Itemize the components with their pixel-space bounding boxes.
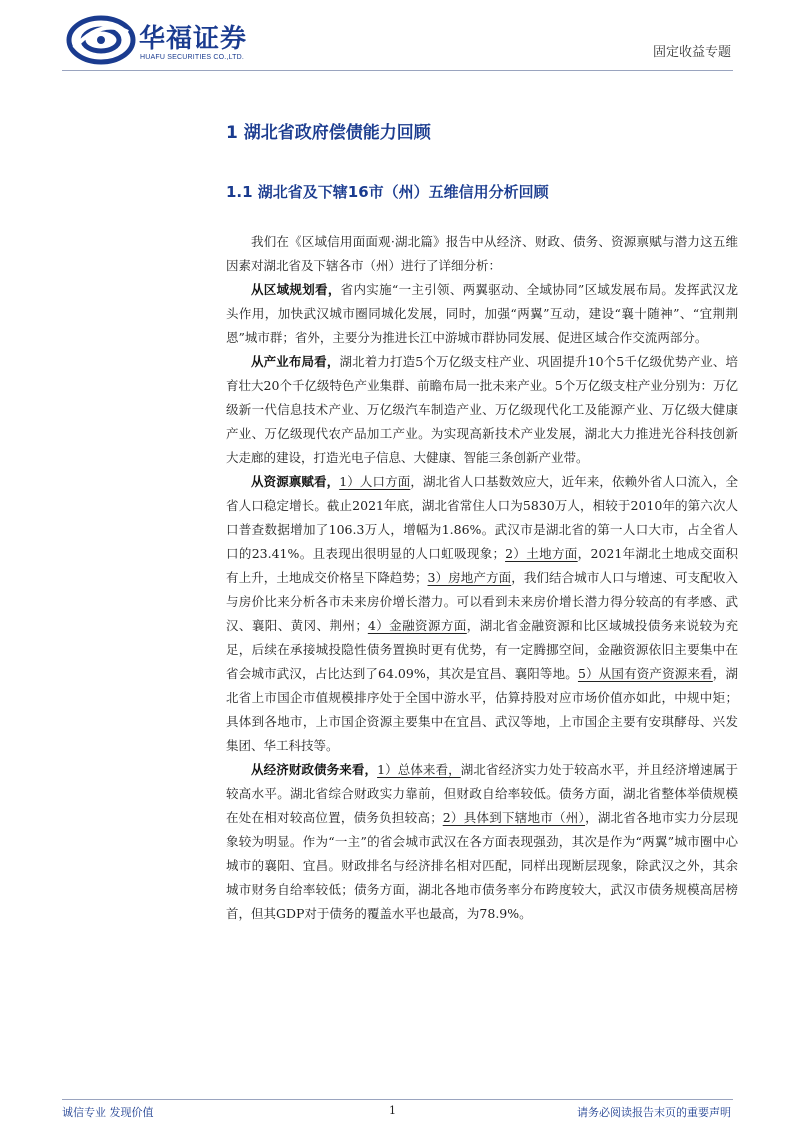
paragraph-resource-endowment <box>226 470 738 758</box>
text-regional-planning: 省内实施“一主引领、两翼驱动、全域协同”区域发展布局。发挥武汉龙头作用，加快武汉城市圈同城化发展，同时，加强“两翼”互动，建设“襄十随神”、“宜荆荆恩”城市群；省外，主要分为推进长江中游城市群协同发展、促进区域合作交流两部分。 <box>226 282 738 345</box>
lead-economy-fiscal-debt: 从经济财政债务来看， <box>251 762 378 777</box>
lead-industry-layout: 从产业布局看， <box>251 354 340 369</box>
header-divider <box>62 70 733 71</box>
underline-state-assets: 5）从国有资产资源来看 <box>577 666 713 681</box>
body-text <box>226 230 738 926</box>
text-real-estate: ，我们结合城市人口与增速、可支配收入与房价比来分析各市未来房价增长潜力。可以看到未来房价增长潜力得分较高的有孝感、武汉、襄阳、黄冈、荆州； <box>226 570 738 633</box>
page-header <box>0 0 793 80</box>
text-land: ，2021年湖北土地成交面积有上升，土地成交价格呈下降趋势； <box>226 546 739 585</box>
brand-name-en: HUAFU SECURITIES CO.,LTD. <box>140 54 245 61</box>
underline-real-estate: 3）房地产方面 <box>427 570 512 585</box>
page-number: 1 <box>389 1104 396 1117</box>
huafu-logo-icon <box>66 14 136 66</box>
underline-financial-resources: 4）金融资源方面 <box>367 618 467 633</box>
lead-resource-endowment: 从资源禀赋看， <box>251 474 340 489</box>
footer-disclaimer: 请务必阅读报告末页的重要声明 <box>577 1106 731 1119</box>
underline-overall: 1）总体来看， <box>377 762 461 777</box>
paragraph-industry-layout <box>226 350 738 470</box>
lead-regional-planning: 从区域规划看， <box>251 282 341 297</box>
text-industry-layout: 湖北着力打造5个万亿级支柱产业、巩固提升10个5千亿级优势产业、培育壮大20个千亿级特色产业集群、前瞻布局一批未来产业。5个万亿级支柱产业分别为：万亿级新一代信息技术产业、万亿级汽车制造产业、万亿级现代化工及能源产业、万亿级大健康产业、万亿级现代农产品加工产业。为实现高新技术产业发展，湖北大力推进光谷科技创新大走廊的建设，打造光电子信息、大健康、智能三条创新产业带。 <box>226 354 738 465</box>
paragraph-regional-planning <box>226 278 738 350</box>
report-type-label: 固定收益专题 <box>652 45 731 60</box>
footer-divider <box>62 1099 733 1100</box>
footer-slogan: 诚信专业 发现价值 <box>62 1106 154 1119</box>
text-subordinate-cities: ，湖北省各地市实力分层现象较为明显。作为“一主”的省会城市武汉在各方面表现强劲，其次是作为“两翼”城市圈中心城市的襄阳、宜昌。财政排名与经济排名相对匹配，同样出现断层现象，除武汉之外，其余城市财务自给率较低；债务方面，湖北各地市债务率分布跨度较大，武汉市债务规模高居榜首，但其GDP对于债务的覆盖水平也最高，为78.9%。 <box>226 810 738 921</box>
underline-population: 1）人口方面 <box>339 474 411 489</box>
text-financial-resources: ，湖北省金融资源和比区域城投债务来说较为充足，后续在承接城投隐性债务置换时更有优势，有一定腾挪空间，金融资源依旧主要集中在省会城市武汉，占比达到了64.09%，其次是宜昌、襄阳等地。 <box>226 618 738 681</box>
brand-name-cn: 华福证券 <box>139 24 248 54</box>
underline-land: 2）土地方面 <box>505 546 578 561</box>
underline-subordinate-cities: 2）具体到下辖地市（州） <box>442 810 586 825</box>
text-overall: 湖北省经济实力处于较高水平，并且经济增速属于较高水平。湖北省综合财政实力靠前，但财政自给率较低。债务方面，湖北省整体举债规模在处在相对较高位置，债务负担较高； <box>226 762 738 825</box>
text-state-assets: ，湖北省上市国企市值规模排序处于全国中游水平，估算持股对应市场价值亦如此，中规中矩；具体到各地市，上市国企资源主要集中在宜昌、武汉等地，上市国企主要有安琪酵母、兴发集团、华工科技等。 <box>226 666 738 753</box>
paragraph-intro: 我们在《区域信用面面观·湖北篇》报告中从经济、财政、债务、资源禀赋与潜力这五维因素对湖北省及下辖各市（州）进行了详细分析： <box>226 234 738 273</box>
paragraph-economy-fiscal-debt <box>226 758 738 926</box>
section-heading-1: 1 湖北省政府偿债能力回顾 <box>226 123 431 143</box>
section-heading-1-1: 1.1 湖北省及下辖16市（州）五维信用分析回顾 <box>226 183 549 201</box>
text-population: ，湖北省人口基数效应大，近年来，依赖外省人口流入，全省人口稳定增长。截止2021年底，湖北省常住人口为5830万人，相较于2010年的第六次人口普查数据增加了106.3万人，增幅为1.86%。武汉市是湖北省的第一人口大市，占全省人口的23.41%。且表现出很明显的人口虹吸现象； <box>226 474 738 561</box>
